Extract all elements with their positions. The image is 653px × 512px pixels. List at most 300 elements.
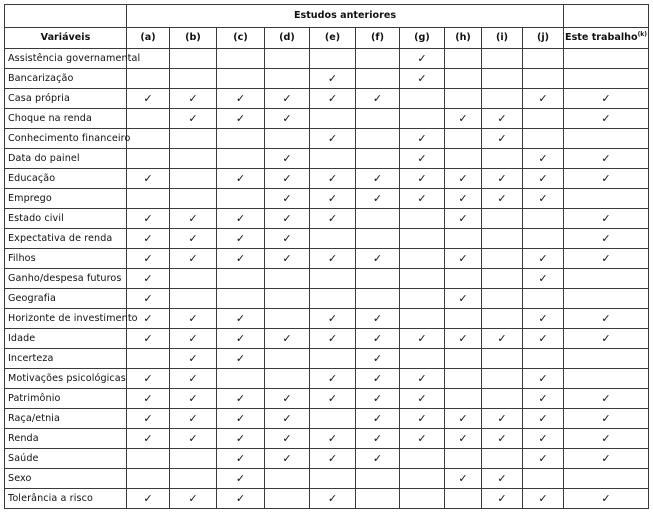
check-mark-icon: ✓ <box>127 329 170 349</box>
check-mark-icon: ✓ <box>523 329 564 349</box>
check-mark-icon: ✓ <box>523 489 564 509</box>
variable-label: Tolerância a risco <box>5 489 127 509</box>
empty-cell <box>310 149 356 169</box>
check-mark-icon: ✓ <box>265 249 310 269</box>
study-column-header: (j) <box>523 28 564 49</box>
empty-cell <box>217 129 265 149</box>
check-mark-icon: ✓ <box>400 369 445 389</box>
check-mark-icon: ✓ <box>445 189 482 209</box>
study-column-header: (e) <box>310 28 356 49</box>
study-column-header: (c) <box>217 28 265 49</box>
variable-label: Raça/etnia <box>5 409 127 429</box>
variable-label: Bancarização <box>5 69 127 89</box>
check-mark-icon: ✓ <box>170 109 217 129</box>
check-mark-icon: ✓ <box>523 249 564 269</box>
empty-cell <box>482 349 523 369</box>
empty-cell <box>400 289 445 309</box>
empty-cell <box>310 229 356 249</box>
check-mark-icon: ✓ <box>170 89 217 109</box>
empty-cell <box>564 189 649 209</box>
empty-cell <box>564 269 649 289</box>
empty-cell <box>445 149 482 169</box>
group-header-estudos-anteriores: Estudos anteriores <box>127 5 564 28</box>
empty-cell <box>127 69 170 89</box>
check-mark-icon: ✓ <box>564 489 649 509</box>
empty-cell <box>445 369 482 389</box>
study-column-header: (h) <box>445 28 482 49</box>
check-mark-icon: ✓ <box>170 209 217 229</box>
check-mark-icon: ✓ <box>482 129 523 149</box>
check-mark-icon: ✓ <box>127 289 170 309</box>
table-row <box>5 409 649 429</box>
table-row <box>5 329 649 349</box>
check-mark-icon: ✓ <box>310 209 356 229</box>
variable-label: Renda <box>5 429 127 449</box>
empty-cell <box>523 349 564 369</box>
empty-cell <box>445 89 482 109</box>
check-mark-icon: ✓ <box>265 109 310 129</box>
check-mark-icon: ✓ <box>265 189 310 209</box>
table-row <box>5 449 649 469</box>
check-mark-icon: ✓ <box>265 169 310 189</box>
table-body <box>5 49 649 509</box>
check-mark-icon: ✓ <box>400 389 445 409</box>
check-mark-icon: ✓ <box>310 389 356 409</box>
check-mark-icon: ✓ <box>310 169 356 189</box>
empty-cell <box>356 149 400 169</box>
empty-cell <box>265 309 310 329</box>
empty-cell <box>170 169 217 189</box>
empty-cell <box>564 129 649 149</box>
variable-label: Patrimônio <box>5 389 127 409</box>
check-mark-icon: ✓ <box>127 429 170 449</box>
check-mark-icon: ✓ <box>217 169 265 189</box>
check-mark-icon: ✓ <box>217 209 265 229</box>
empty-cell <box>482 69 523 89</box>
check-mark-icon: ✓ <box>217 229 265 249</box>
check-mark-icon: ✓ <box>400 429 445 449</box>
check-mark-icon: ✓ <box>482 429 523 449</box>
check-mark-icon: ✓ <box>523 309 564 329</box>
check-mark-icon: ✓ <box>310 89 356 109</box>
empty-cell <box>170 269 217 289</box>
check-mark-icon: ✓ <box>217 469 265 489</box>
empty-cell <box>523 109 564 129</box>
empty-cell <box>482 289 523 309</box>
check-mark-icon: ✓ <box>310 309 356 329</box>
empty-cell <box>265 469 310 489</box>
empty-cell <box>482 149 523 169</box>
table-row <box>5 349 649 369</box>
check-mark-icon: ✓ <box>564 389 649 409</box>
variable-label: Choque na renda <box>5 109 127 129</box>
empty-cell <box>127 449 170 469</box>
check-mark-icon: ✓ <box>356 409 400 429</box>
empty-cell <box>482 249 523 269</box>
empty-cell <box>217 69 265 89</box>
check-mark-icon: ✓ <box>170 429 217 449</box>
check-mark-icon: ✓ <box>356 309 400 329</box>
empty-cell <box>310 269 356 289</box>
variables-header: Variáveis <box>5 28 127 49</box>
check-mark-icon: ✓ <box>310 329 356 349</box>
check-mark-icon: ✓ <box>445 429 482 449</box>
check-mark-icon: ✓ <box>523 369 564 389</box>
empty-cell <box>310 49 356 69</box>
empty-cell <box>445 129 482 149</box>
check-mark-icon: ✓ <box>523 389 564 409</box>
check-mark-icon: ✓ <box>217 489 265 509</box>
empty-cell <box>217 369 265 389</box>
empty-cell <box>265 269 310 289</box>
check-mark-icon: ✓ <box>523 409 564 429</box>
check-mark-icon: ✓ <box>217 249 265 269</box>
empty-cell <box>170 49 217 69</box>
check-mark-icon: ✓ <box>564 209 649 229</box>
studies-variables-table <box>4 4 649 509</box>
check-mark-icon: ✓ <box>482 409 523 429</box>
table-row <box>5 89 649 109</box>
empty-cell <box>482 229 523 249</box>
empty-cell <box>445 449 482 469</box>
study-column-header: (b) <box>170 28 217 49</box>
empty-cell <box>400 229 445 249</box>
check-mark-icon: ✓ <box>400 129 445 149</box>
empty-cell <box>445 229 482 249</box>
empty-cell <box>523 49 564 69</box>
check-mark-icon: ✓ <box>356 449 400 469</box>
check-mark-icon: ✓ <box>170 229 217 249</box>
table-row <box>5 149 649 169</box>
check-mark-icon: ✓ <box>482 169 523 189</box>
variable-label: Incerteza <box>5 349 127 369</box>
check-mark-icon: ✓ <box>127 209 170 229</box>
variable-label: Educação <box>5 169 127 189</box>
check-mark-icon: ✓ <box>217 409 265 429</box>
empty-cell <box>127 349 170 369</box>
table-row <box>5 189 649 209</box>
empty-cell <box>170 469 217 489</box>
check-mark-icon: ✓ <box>400 189 445 209</box>
check-mark-icon: ✓ <box>127 489 170 509</box>
empty-cell <box>564 349 649 369</box>
empty-cell <box>445 269 482 289</box>
check-mark-icon: ✓ <box>482 469 523 489</box>
check-mark-icon: ✓ <box>356 169 400 189</box>
check-mark-icon: ✓ <box>265 329 310 349</box>
table-row <box>5 389 649 409</box>
empty-cell <box>482 369 523 389</box>
empty-cell <box>265 489 310 509</box>
table-row <box>5 369 649 389</box>
check-mark-icon: ✓ <box>265 449 310 469</box>
check-mark-icon: ✓ <box>564 149 649 169</box>
empty-cell <box>400 249 445 269</box>
study-column-header: (f) <box>356 28 400 49</box>
empty-cell <box>265 69 310 89</box>
check-mark-icon: ✓ <box>445 209 482 229</box>
empty-cell <box>445 389 482 409</box>
empty-cell <box>400 489 445 509</box>
empty-cell <box>400 109 445 129</box>
check-mark-icon: ✓ <box>310 249 356 269</box>
check-mark-icon: ✓ <box>356 429 400 449</box>
variable-label: Estado civil <box>5 209 127 229</box>
check-mark-icon: ✓ <box>564 449 649 469</box>
check-mark-icon: ✓ <box>564 309 649 329</box>
empty-cell <box>356 69 400 89</box>
check-mark-icon: ✓ <box>356 89 400 109</box>
empty-cell <box>217 149 265 169</box>
check-mark-icon: ✓ <box>217 389 265 409</box>
table-row <box>5 289 649 309</box>
empty-cell <box>310 289 356 309</box>
empty-cell <box>482 89 523 109</box>
check-mark-icon: ✓ <box>445 329 482 349</box>
check-mark-icon: ✓ <box>482 189 523 209</box>
check-mark-icon: ✓ <box>217 429 265 449</box>
check-mark-icon: ✓ <box>400 409 445 429</box>
check-mark-icon: ✓ <box>310 489 356 509</box>
empty-cell <box>170 69 217 89</box>
empty-cell <box>310 349 356 369</box>
check-mark-icon: ✓ <box>523 189 564 209</box>
check-mark-icon: ✓ <box>482 329 523 349</box>
empty-cell <box>356 469 400 489</box>
check-mark-icon: ✓ <box>445 109 482 129</box>
this-work-note: (k) <box>637 31 648 38</box>
empty-cell <box>445 489 482 509</box>
empty-cell <box>217 289 265 309</box>
corner-cell-right <box>564 5 649 28</box>
check-mark-icon: ✓ <box>564 89 649 109</box>
empty-cell <box>564 289 649 309</box>
empty-cell <box>445 69 482 89</box>
variable-label: Casa própria <box>5 89 127 109</box>
check-mark-icon: ✓ <box>265 209 310 229</box>
check-mark-icon: ✓ <box>445 469 482 489</box>
check-mark-icon: ✓ <box>265 429 310 449</box>
check-mark-icon: ✓ <box>127 229 170 249</box>
check-mark-icon: ✓ <box>400 69 445 89</box>
check-mark-icon: ✓ <box>127 169 170 189</box>
check-mark-icon: ✓ <box>356 349 400 369</box>
empty-cell <box>564 369 649 389</box>
check-mark-icon: ✓ <box>310 449 356 469</box>
check-mark-icon: ✓ <box>127 269 170 289</box>
check-mark-icon: ✓ <box>564 109 649 129</box>
empty-cell <box>265 49 310 69</box>
empty-cell <box>127 149 170 169</box>
empty-cell <box>356 49 400 69</box>
check-mark-icon: ✓ <box>523 89 564 109</box>
empty-cell <box>523 229 564 249</box>
table-row <box>5 309 649 329</box>
empty-cell <box>400 89 445 109</box>
check-mark-icon: ✓ <box>127 309 170 329</box>
check-mark-icon: ✓ <box>310 129 356 149</box>
table-row <box>5 469 649 489</box>
check-mark-icon: ✓ <box>400 329 445 349</box>
empty-cell <box>310 109 356 129</box>
empty-cell <box>523 129 564 149</box>
empty-cell <box>356 289 400 309</box>
check-mark-icon: ✓ <box>170 369 217 389</box>
check-mark-icon: ✓ <box>564 169 649 189</box>
check-mark-icon: ✓ <box>170 349 217 369</box>
variable-label: Expectativa de renda <box>5 229 127 249</box>
variable-label: Ganho/despesa futuros <box>5 269 127 289</box>
corner-cell <box>5 5 127 28</box>
check-mark-icon: ✓ <box>356 329 400 349</box>
table-row <box>5 109 649 129</box>
variable-label: Emprego <box>5 189 127 209</box>
check-mark-icon: ✓ <box>310 69 356 89</box>
empty-cell <box>127 129 170 149</box>
table-row <box>5 489 649 509</box>
empty-cell <box>523 69 564 89</box>
empty-cell <box>127 189 170 209</box>
check-mark-icon: ✓ <box>265 389 310 409</box>
check-mark-icon: ✓ <box>170 389 217 409</box>
check-mark-icon: ✓ <box>127 389 170 409</box>
check-mark-icon: ✓ <box>170 329 217 349</box>
check-mark-icon: ✓ <box>310 429 356 449</box>
super-header-row <box>5 5 649 28</box>
check-mark-icon: ✓ <box>217 449 265 469</box>
empty-cell <box>127 109 170 129</box>
table-row <box>5 269 649 289</box>
check-mark-icon: ✓ <box>217 109 265 129</box>
check-mark-icon: ✓ <box>170 309 217 329</box>
check-mark-icon: ✓ <box>217 329 265 349</box>
study-column-header: (d) <box>265 28 310 49</box>
table-row <box>5 129 649 149</box>
empty-cell <box>400 469 445 489</box>
check-mark-icon: ✓ <box>265 89 310 109</box>
variable-label: Conhecimento financeiro <box>5 129 127 149</box>
check-mark-icon: ✓ <box>217 349 265 369</box>
variable-label: Idade <box>5 329 127 349</box>
empty-cell <box>400 269 445 289</box>
empty-cell <box>356 129 400 149</box>
empty-cell <box>482 309 523 329</box>
check-mark-icon: ✓ <box>564 409 649 429</box>
table-row <box>5 209 649 229</box>
variable-label: Assistência governamental <box>5 49 127 69</box>
empty-cell <box>265 289 310 309</box>
table-row <box>5 429 649 449</box>
study-column-header: (i) <box>482 28 523 49</box>
check-mark-icon: ✓ <box>356 389 400 409</box>
variable-label: Sexo <box>5 469 127 489</box>
empty-cell <box>445 309 482 329</box>
check-mark-icon: ✓ <box>564 429 649 449</box>
check-mark-icon: ✓ <box>523 149 564 169</box>
empty-cell <box>356 489 400 509</box>
table-row <box>5 229 649 249</box>
empty-cell <box>356 109 400 129</box>
empty-cell <box>170 189 217 209</box>
check-mark-icon: ✓ <box>564 329 649 349</box>
empty-cell <box>445 349 482 369</box>
empty-cell <box>564 49 649 69</box>
empty-cell <box>170 149 217 169</box>
check-mark-icon: ✓ <box>482 489 523 509</box>
study-column-header: (g) <box>400 28 445 49</box>
check-mark-icon: ✓ <box>482 109 523 129</box>
check-mark-icon: ✓ <box>127 89 170 109</box>
table-row <box>5 69 649 89</box>
check-mark-icon: ✓ <box>445 249 482 269</box>
variable-label: Geografia <box>5 289 127 309</box>
check-mark-icon: ✓ <box>356 189 400 209</box>
empty-cell <box>265 369 310 389</box>
empty-cell <box>356 229 400 249</box>
variable-label: Data do painel <box>5 149 127 169</box>
check-mark-icon: ✓ <box>564 249 649 269</box>
table-row <box>5 249 649 269</box>
empty-cell <box>170 449 217 469</box>
check-mark-icon: ✓ <box>400 149 445 169</box>
empty-cell <box>127 469 170 489</box>
empty-cell <box>523 289 564 309</box>
check-mark-icon: ✓ <box>127 409 170 429</box>
empty-cell <box>445 49 482 69</box>
check-mark-icon: ✓ <box>523 269 564 289</box>
empty-cell <box>356 269 400 289</box>
empty-cell <box>217 189 265 209</box>
variable-label: Filhos <box>5 249 127 269</box>
empty-cell <box>217 49 265 69</box>
empty-cell <box>482 269 523 289</box>
check-mark-icon: ✓ <box>523 449 564 469</box>
study-column-header: (a) <box>127 28 170 49</box>
table-row <box>5 169 649 189</box>
check-mark-icon: ✓ <box>445 409 482 429</box>
empty-cell <box>170 289 217 309</box>
check-mark-icon: ✓ <box>265 409 310 429</box>
check-mark-icon: ✓ <box>127 249 170 269</box>
empty-cell <box>523 469 564 489</box>
check-mark-icon: ✓ <box>356 249 400 269</box>
empty-cell <box>217 269 265 289</box>
empty-cell <box>310 469 356 489</box>
check-mark-icon: ✓ <box>170 409 217 429</box>
variable-label: Horizonte de investimento <box>5 309 127 329</box>
empty-cell <box>564 69 649 89</box>
check-mark-icon: ✓ <box>170 249 217 269</box>
check-mark-icon: ✓ <box>564 229 649 249</box>
check-mark-icon: ✓ <box>310 369 356 389</box>
empty-cell <box>170 129 217 149</box>
check-mark-icon: ✓ <box>217 309 265 329</box>
check-mark-icon: ✓ <box>217 89 265 109</box>
variable-label: Saúde <box>5 449 127 469</box>
check-mark-icon: ✓ <box>127 369 170 389</box>
empty-cell <box>400 309 445 329</box>
check-mark-icon: ✓ <box>523 429 564 449</box>
check-mark-icon: ✓ <box>310 189 356 209</box>
this-work-header <box>564 28 649 49</box>
this-work-label: Este trabalho <box>565 32 638 43</box>
check-mark-icon: ✓ <box>265 149 310 169</box>
empty-cell <box>400 449 445 469</box>
empty-cell <box>482 449 523 469</box>
empty-cell <box>400 209 445 229</box>
variable-label: Motivações psicológicas <box>5 369 127 389</box>
empty-cell <box>482 389 523 409</box>
